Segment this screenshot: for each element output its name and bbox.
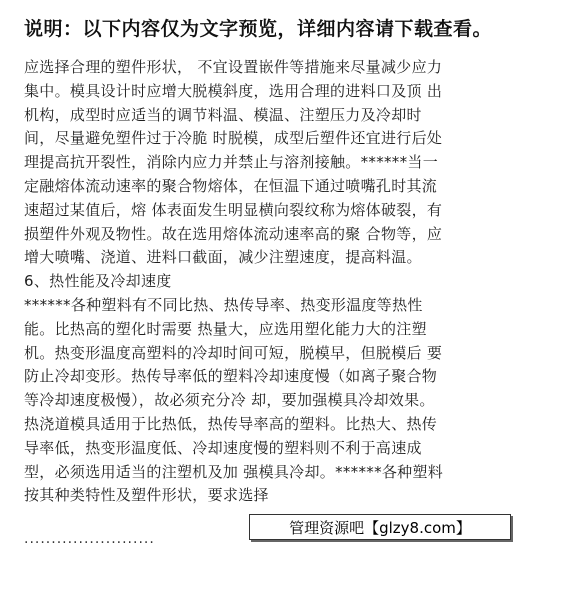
text-line: 增大喷嘴、浇道、进料口截面，减少注塑速度，提高料温。 — [24, 248, 422, 267]
text-line: 热浇道模具适用于比热低，热传导率高的塑料。比热大、热传 — [24, 414, 438, 433]
text-line: 理提高抗开裂性，消除内应力并禁止与溶剂接触。******当一 — [24, 153, 439, 172]
text-line: 速超过某值后，熔 体表面发生明显横向裂纹称为熔体破裂，有 — [24, 200, 443, 219]
document-body — [24, 56, 552, 508]
text-line: 型，必须选用适当的注塑机及加 强模具冷却。******各种塑料 — [24, 462, 444, 481]
preview-notice: 说明：以下内容仅为文字预览，详细内容请下载查看。 — [24, 18, 493, 40]
text-line: 定融熔体流动速率的聚合物熔体，在恒温下通过喷嘴孔时其流 — [24, 176, 438, 195]
text-line: 机构，成型时应适当的调节料温、模温、注塑压力及冷却时 — [24, 105, 422, 124]
text-line: 按其种类特性及塑件形状，要求选择 — [24, 486, 269, 505]
text-line: 机。热变形温度高塑料的冷却时间可短，脱模早，但脱模后 要 — [24, 343, 443, 362]
text-line: 损塑件外观及物性。故在选用熔体流动速率高的聚 合物等，应 — [24, 224, 443, 243]
text-line: 应选择合理的塑件形状， 不宜设置嵌件等措施来尽量减少应力 — [24, 58, 443, 76]
truncation-ellipsis: ························ — [24, 535, 155, 551]
text-line: 防止冷却变形。热传导率低的塑料冷却速度慢（如离子聚合物 — [24, 367, 438, 386]
section-heading: 6、热性能及冷却速度 — [24, 272, 172, 291]
watermark-banner: 管理资源吧【glzy8.com】 — [249, 514, 511, 540]
text-line: 间，尽量避免塑件过于冷脆 时脱模，成型后塑件还宜进行后处 — [24, 129, 443, 148]
text-line: 能。比热高的塑化时需要 热量大，应选用塑化能力大的注塑 — [24, 319, 427, 338]
text-line: 集中。模具设计时应增大脱模斜度，选用合理的进料口及顶 出 — [24, 81, 443, 100]
text-line: ******各种塑料有不同比热、热传导率、热变形温度等热性 — [24, 295, 423, 314]
text-line: 导率低，热变形温度低、冷却速度慢的塑料则不利于高速成 — [24, 438, 422, 457]
text-line: 等冷却速度极慢），故必须充分冷 却，要加强模具冷却效果。 — [24, 391, 435, 410]
